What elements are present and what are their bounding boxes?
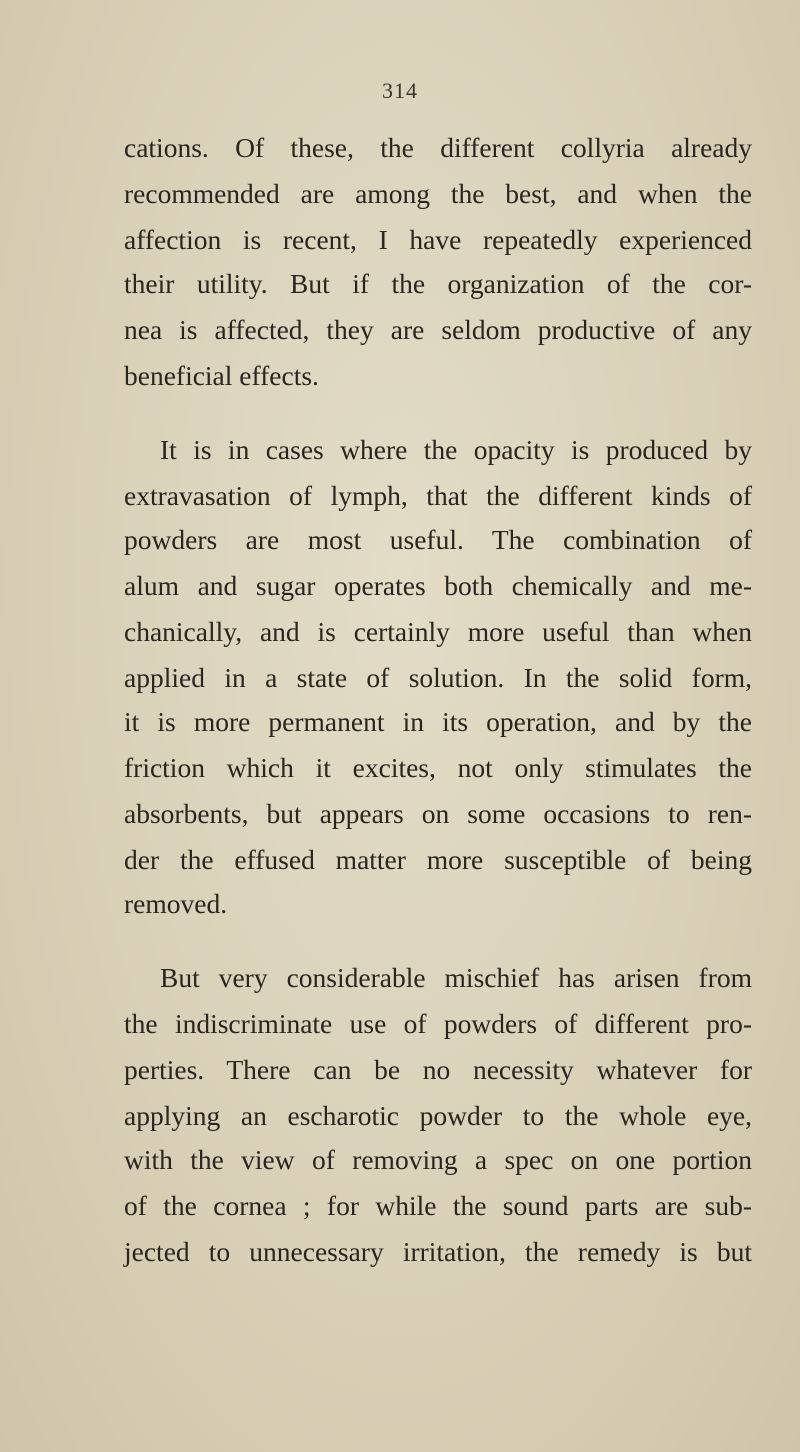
text-line: with the view of removing a spec on one portion bbox=[124, 1144, 752, 1175]
text-line: jected to unnecessary irritation, the remedy is but bbox=[124, 1236, 752, 1267]
text-line: It is in cases where the opacity is produced by bbox=[160, 434, 752, 465]
text-line: nea is affected, they are seldom productive of any bbox=[124, 314, 752, 345]
text-line: alum and sugar operates both chemically and me- bbox=[124, 570, 752, 601]
text-line: extravasation of lymph, that the different kinds of bbox=[124, 480, 752, 511]
text-line: absorbents, but appears on some occasions to ren- bbox=[124, 798, 752, 829]
text-line: der the effused matter more susceptible of being bbox=[124, 844, 752, 875]
text-line: chanically, and is certainly more useful than when bbox=[124, 616, 752, 647]
text-line: their utility. But if the organization of the cor- bbox=[124, 268, 752, 299]
text-line: removed. bbox=[124, 888, 228, 919]
text-line: of the cornea ; for while the sound parts are sub- bbox=[124, 1190, 752, 1221]
text-line: powders are most useful. The combination of bbox=[124, 524, 752, 555]
text-line: recommended are among the best, and when the bbox=[124, 178, 752, 209]
text-line: perties. There can be no necessity whatever for bbox=[124, 1054, 752, 1085]
text-line: applied in a state of solution. In the solid form, bbox=[124, 662, 752, 693]
text-line: friction which it excites, not only stimulates the bbox=[124, 752, 752, 783]
text-line: affection is recent, I have repeatedly experienced bbox=[124, 224, 752, 255]
page-number: 314 bbox=[382, 78, 418, 103]
text-line: the indiscriminate use of powders of different pro- bbox=[124, 1008, 752, 1039]
text-line: But very considerable mischief has arisen from bbox=[160, 962, 752, 993]
text-line: beneficial effects. bbox=[124, 360, 319, 391]
text-line: cations. Of these, the different collyria already bbox=[124, 132, 752, 163]
text-line: it is more permanent in its operation, and by the bbox=[124, 706, 752, 737]
text-line: applying an escharotic powder to the whole eye, bbox=[124, 1100, 752, 1131]
